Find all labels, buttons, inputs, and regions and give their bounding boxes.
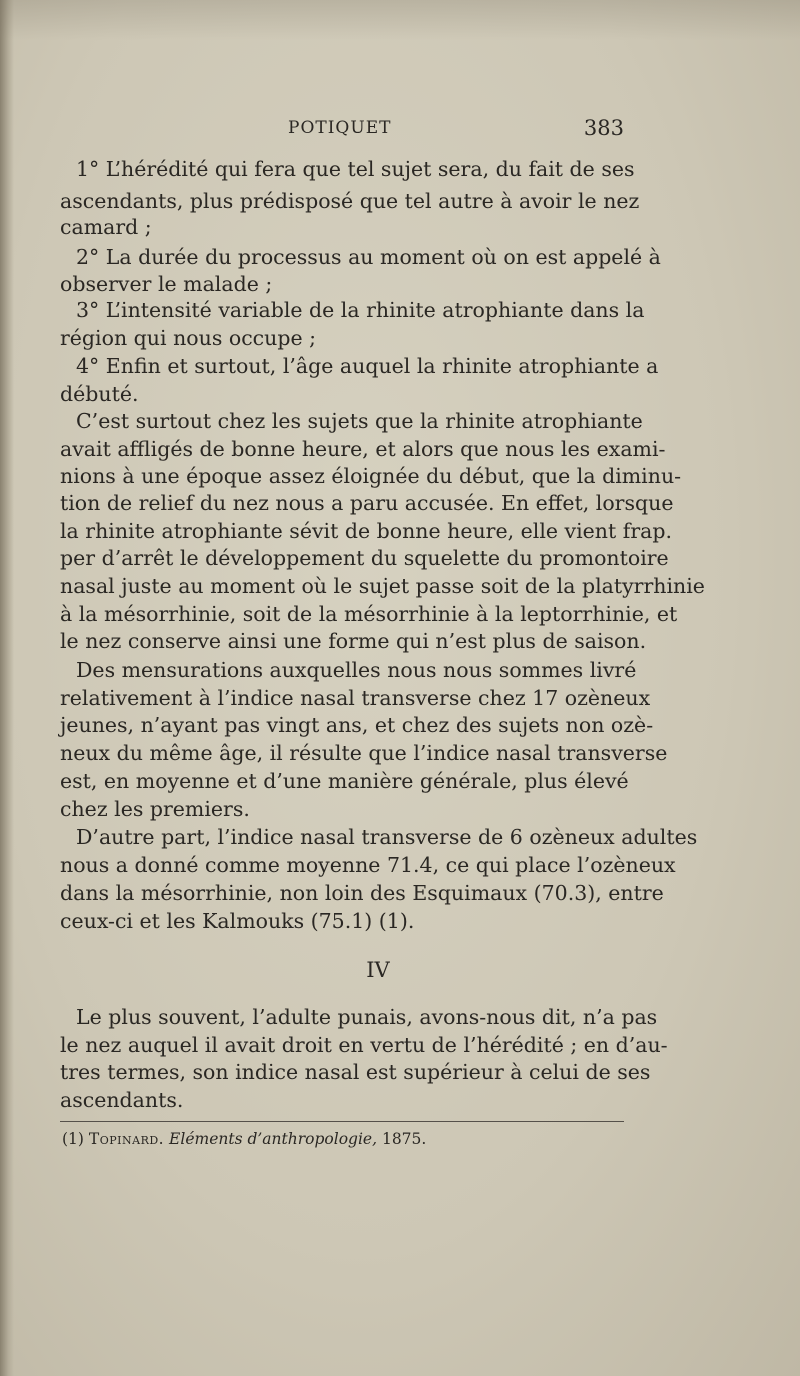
- text-line: région qui nous occupe ;: [60, 326, 317, 350]
- text-line: Le plus souvent, l’adulte punais, avons-nous dit, n’a pas: [76, 1005, 658, 1029]
- footnote-author: Topinard.: [88, 1130, 165, 1148]
- section-heading: IV: [366, 958, 390, 982]
- text-line: Des mensurations auxquelles nous nous sommes livré: [76, 658, 637, 682]
- text-line: chez les premiers.: [60, 797, 250, 821]
- text-line: tres termes, son indice nasal est supérieur à celui de ses: [60, 1060, 651, 1084]
- text-line: 3° L’intensité variable de la rhinite atrophiante dans la: [76, 298, 645, 322]
- text-line: 2° La durée du processus au moment où on est appelé à: [76, 245, 661, 269]
- text-line: la rhinite atrophiante sévit de bonne heure, elle vient frap.: [60, 519, 672, 543]
- text-line: relativement à l’indice nasal transverse chez 17 ozèneux: [60, 686, 651, 710]
- text-line: débuté.: [60, 382, 139, 406]
- text-line: camard ;: [60, 215, 152, 239]
- footnote-rule: [60, 1121, 624, 1122]
- text-line: ceux-ci et les Kalmouks (75.1) (1).: [60, 909, 415, 933]
- footnote-title: Eléments d’anthropologie,: [169, 1130, 378, 1148]
- text-line: nasal juste au moment où le sujet passe soit de la platyrrhinie: [60, 574, 705, 598]
- text-line: nous a donné comme moyenne 71.4, ce qui place l’ozèneux: [60, 853, 676, 877]
- text-line: 4° Enfin et surtout, l’âge auquel la rhinite atrophiante a: [76, 354, 659, 378]
- text-line: ascendants, plus prédisposé que tel autre à avoir le nez: [60, 189, 640, 213]
- text-line: neux du même âge, il résulte que l’indice nasal transverse: [60, 741, 668, 765]
- text-line: est, en moyenne et d’une manière générale, plus élevé: [60, 769, 629, 793]
- page-header: [60, 118, 624, 144]
- text-line: observer le malade ;: [60, 272, 273, 296]
- text-line: 1° L’hérédité qui fera que tel sujet sera, du fait de ses: [76, 157, 635, 181]
- text-line: D’autre part, l’indice nasal transverse de 6 ozèneux adultes: [76, 825, 698, 849]
- text-line: à la mésorrhinie, soit de la mésorrhinie à la leptorrhinie, et: [60, 602, 678, 626]
- text-line: tion de relief du nez nous a paru accusée. En effet, lorsque: [60, 491, 674, 515]
- page-top-shadow: [0, 0, 800, 40]
- page-gutter-shadow: [0, 0, 14, 1376]
- text-line: le nez conserve ainsi une forme qui n’est plus de saison.: [60, 629, 647, 653]
- text-line: nions à une époque assez éloignée du début, que la diminu-: [60, 464, 682, 488]
- footnote-marker: (1): [62, 1130, 84, 1148]
- footnote: [62, 1130, 426, 1148]
- page-number: 383: [583, 116, 624, 140]
- text-line: per d’arrêt le développement du squelette du promontoire: [60, 546, 669, 570]
- text-line: jeunes, n’ayant pas vingt ans, et chez des sujets non ozè-: [60, 713, 654, 737]
- text-line: ascendants.: [60, 1088, 184, 1112]
- running-head: POTIQUET: [288, 118, 392, 138]
- text-line: dans la mésorrhinie, non loin des Esquimaux (70.3), entre: [60, 881, 664, 905]
- text-line: C’est surtout chez les sujets que la rhinite atrophiante: [76, 409, 643, 433]
- footnote-year: 1875.: [381, 1130, 427, 1148]
- text-line: le nez auquel il avait droit en vertu de l’hérédité ; en d’au-: [60, 1033, 668, 1057]
- text-line: avait affligés de bonne heure, et alors que nous les exami-: [60, 437, 666, 461]
